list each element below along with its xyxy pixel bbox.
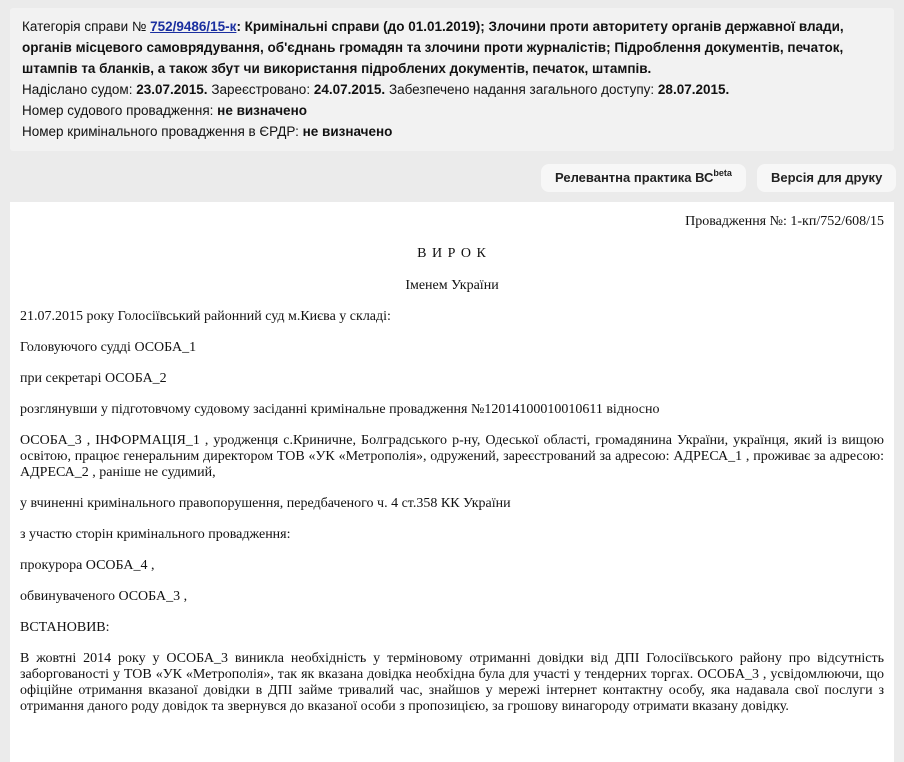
access-label: Забезпечено надання загального доступу:	[388, 82, 655, 97]
court-proceeding-row	[22, 100, 882, 121]
relevant-practice-button[interactable]	[541, 164, 746, 192]
case-number-link[interactable]: 752/9486/15-к	[150, 19, 237, 34]
registered-date: 24.07.2015.	[313, 82, 386, 97]
case-info-panel	[10, 8, 894, 151]
document-subtitle: Іменем України	[405, 278, 499, 293]
document-toolbar	[10, 160, 894, 196]
criminal-proceeding-row	[22, 121, 882, 142]
paragraph-parties: з участю сторін кримінального провадження:	[20, 527, 291, 542]
paragraph-defendant: ОСОБА_3 , ІНФОРМАЦІЯ_1 , уродженця с.Криничне, Болградського р-ну, Одеської області, громадянина України, українця, який із вищою освітою, працює генеральним директором ТОВ «УК «Метрополія», одружений, зареєстрований за адресою: АДРЕСА_1 , проживає за адресою: АДРЕСА_2 , раніше не судимий,	[20, 433, 884, 480]
criminal-proc-label: Номер кримінального провадження в ЄРДР:	[22, 124, 299, 139]
access-date: 28.07.2015.	[657, 82, 730, 97]
proceeding-number: Провадження №: 1-кп/752/608/15	[685, 214, 884, 229]
beta-badge: beta	[713, 167, 732, 178]
paragraph-secretary: при секретарі ОСОБА_2	[20, 371, 167, 386]
document-title: В И Р О К	[417, 246, 487, 261]
registered-label: Зареєстровано:	[211, 82, 311, 97]
court-proc-label: Номер судового провадження:	[22, 103, 214, 118]
dates-row	[22, 79, 882, 100]
paragraph-judge: Головуючого судді ОСОБА_1	[20, 340, 197, 355]
criminal-proc-value: не визначено	[302, 124, 393, 139]
paragraph-prosecutor: прокурора ОСОБА_4 ,	[20, 558, 155, 573]
relevant-practice-label: Релевантна практика ВС	[555, 170, 714, 185]
category-text-3: штампів та бланків, а також збут чи використання підроблених документів, печаток, штампів.	[22, 61, 652, 76]
print-version-label: Версія для друку	[771, 170, 883, 185]
category-text-2: органів місцевого самоврядування, об'єднань громадян та злочини проти журналістів; Підроблення документів, печаток,	[22, 40, 844, 55]
paragraph-facts: В жовтні 2014 року у ОСОБА_3 виникла необхідність у терміновому отриманні довідки від ДПІ Голосіївського району про відсутність заборгованості у ТОВ «УК «Метрополія», так як вказана довідка необхідна була для участі у тендерних торгах. ОСОБА_3 , усвідомлюючи, що офіційне отримання вказаної довідки в ДПІ займе тривалий час, знайшов у мережі інтернет контактну особу, яка надавала свої послуги з отримання даного роду довідок та звернувся до вказаної особи з пропозицією, за грошову винагороду отримати вказану довідку.	[20, 651, 884, 714]
category-label: Категорія справи №	[22, 19, 147, 34]
sent-label: Надіслано судом:	[22, 82, 133, 97]
paragraph-accused: обвинуваченого ОСОБА_3 ,	[20, 589, 188, 604]
paragraph-established: ВСТАНОВИВ:	[20, 620, 110, 635]
paragraph-proceeding: розглянувши у підготовчому судовому засіданні кримінальне провадження №12014100010010611 відносно	[20, 402, 660, 417]
sent-date: 23.07.2015.	[136, 82, 208, 97]
paragraph-court: 21.07.2015 року Голосіївський районний суд м.Києва у складі:	[20, 309, 391, 324]
document-body	[10, 202, 894, 762]
case-category-row	[22, 16, 882, 79]
court-proc-value: не визначено	[217, 103, 307, 118]
category-text: : Кримінальні справи (до 01.01.2019); Злочини проти авторитету органів державної влади,	[236, 19, 844, 34]
paragraph-offense: у вчиненні кримінального правопорушення, передбаченого ч. 4 ст.358 КК України	[20, 496, 511, 511]
print-version-button[interactable]	[757, 164, 896, 192]
